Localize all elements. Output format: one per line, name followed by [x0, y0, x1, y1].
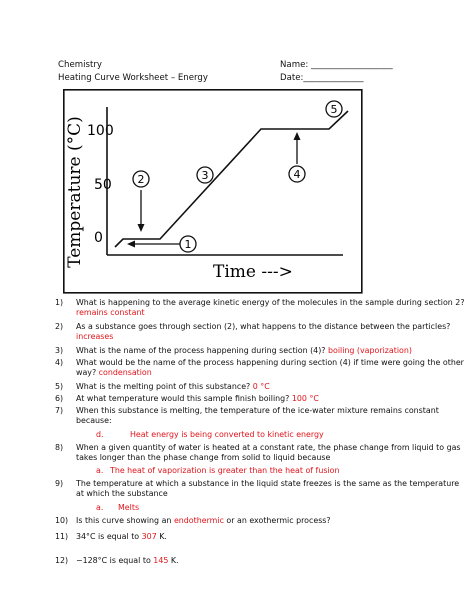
arrow-head-1: [127, 241, 135, 248]
question-text: When a given quantity of water is heated at a constant rate, the phase change from liquid to gas takes longer than the phase change from solid to liquid because: [76, 443, 461, 462]
question-number: 1): [55, 298, 64, 307]
question-text: 34°C is equal to: [76, 532, 140, 541]
question-text: At what temperature would this sample finish boiling?: [76, 394, 290, 403]
x-axis-label: Time --->: [213, 262, 293, 282]
q9-choice-letter: a.: [96, 503, 104, 512]
question-text: What is happening to the average kinetic energy of the molecules in the sample during section 2?: [76, 298, 465, 307]
worksheet-title: Heating Curve Worksheet – Energy: [58, 73, 208, 83]
question-number: 4): [55, 358, 64, 367]
callout-5-label: 5: [330, 103, 338, 116]
answer-text: 145: [153, 556, 169, 565]
answer-text: 0 °C: [252, 382, 270, 391]
question-text: What is the name of the process happening during section (4)?: [76, 346, 326, 355]
question-number: 12): [55, 556, 69, 565]
callout-2-label: 2: [137, 173, 145, 186]
date-field: Date:______________: [280, 73, 364, 83]
question-text: What would be the name of the process happening during section (4) if time were going the other way?: [76, 358, 464, 377]
question-number: 6): [55, 394, 64, 403]
heating-curve-figure: [63, 89, 363, 294]
heating-curve-line: [115, 111, 348, 247]
answer-text: remains constant: [76, 307, 145, 317]
question-text-tail: K.: [170, 556, 179, 565]
name-field: Name: ___________________: [280, 60, 393, 70]
answer-text: increases: [76, 331, 114, 341]
subject-label: Chemistry: [58, 60, 102, 70]
y-tick-50: 50: [94, 177, 112, 193]
callout-3-label: 3: [201, 169, 209, 182]
question-text: Is this curve showing an: [76, 516, 172, 525]
y-axis-label: Temperature (°C): [65, 116, 85, 268]
answer-text: condensation: [98, 367, 152, 377]
question-text-tail: K.: [159, 532, 167, 541]
callout-1-label: 1: [184, 238, 192, 251]
question-text-tail: or an exothermic process?: [226, 516, 331, 525]
q9-choice-answer: Melts: [118, 503, 140, 512]
question-text: As a substance goes through section (2), what happens to the distance between the particles?: [76, 322, 451, 331]
callout-4-label: 4: [293, 168, 301, 181]
q7-choice-answer: Heat energy is being converted to kinetic energy: [130, 430, 324, 439]
q7-choice-letter: d.: [96, 430, 104, 439]
arrow-head-2: [138, 224, 145, 232]
y-tick-100: 100: [87, 123, 114, 139]
question-number: 7): [55, 406, 64, 415]
question-number: 10): [55, 516, 69, 525]
question-text: When this substance is melting, the temperature of the ice-water mixture remains constant because:: [76, 406, 439, 425]
question-number: 9): [55, 479, 64, 488]
answer-text: 307: [141, 532, 157, 541]
y-tick-0: 0: [94, 230, 103, 246]
question-text: The temperature at which a substance in the liquid state freezes is the same as the temperature at which the substance: [76, 479, 460, 498]
answer-text: 100 °C: [291, 394, 319, 403]
question-text: What is the melting point of this substance?: [76, 382, 251, 391]
arrow-head-4: [294, 132, 301, 140]
question-number: 2): [55, 322, 64, 331]
question-number: 8): [55, 443, 64, 452]
question-text: −128°C is equal to: [76, 556, 151, 565]
question-number: 3): [55, 346, 64, 355]
q8-choice-answer: The heat of vaporization is greater than the heat of fusion: [110, 466, 340, 475]
question-number: 11): [55, 532, 69, 541]
question-number: 5): [55, 382, 64, 391]
q8-choice-letter: a.: [96, 466, 104, 475]
answer-text: endothermic: [173, 516, 224, 525]
answer-text: boiling (vaporization): [328, 346, 412, 355]
